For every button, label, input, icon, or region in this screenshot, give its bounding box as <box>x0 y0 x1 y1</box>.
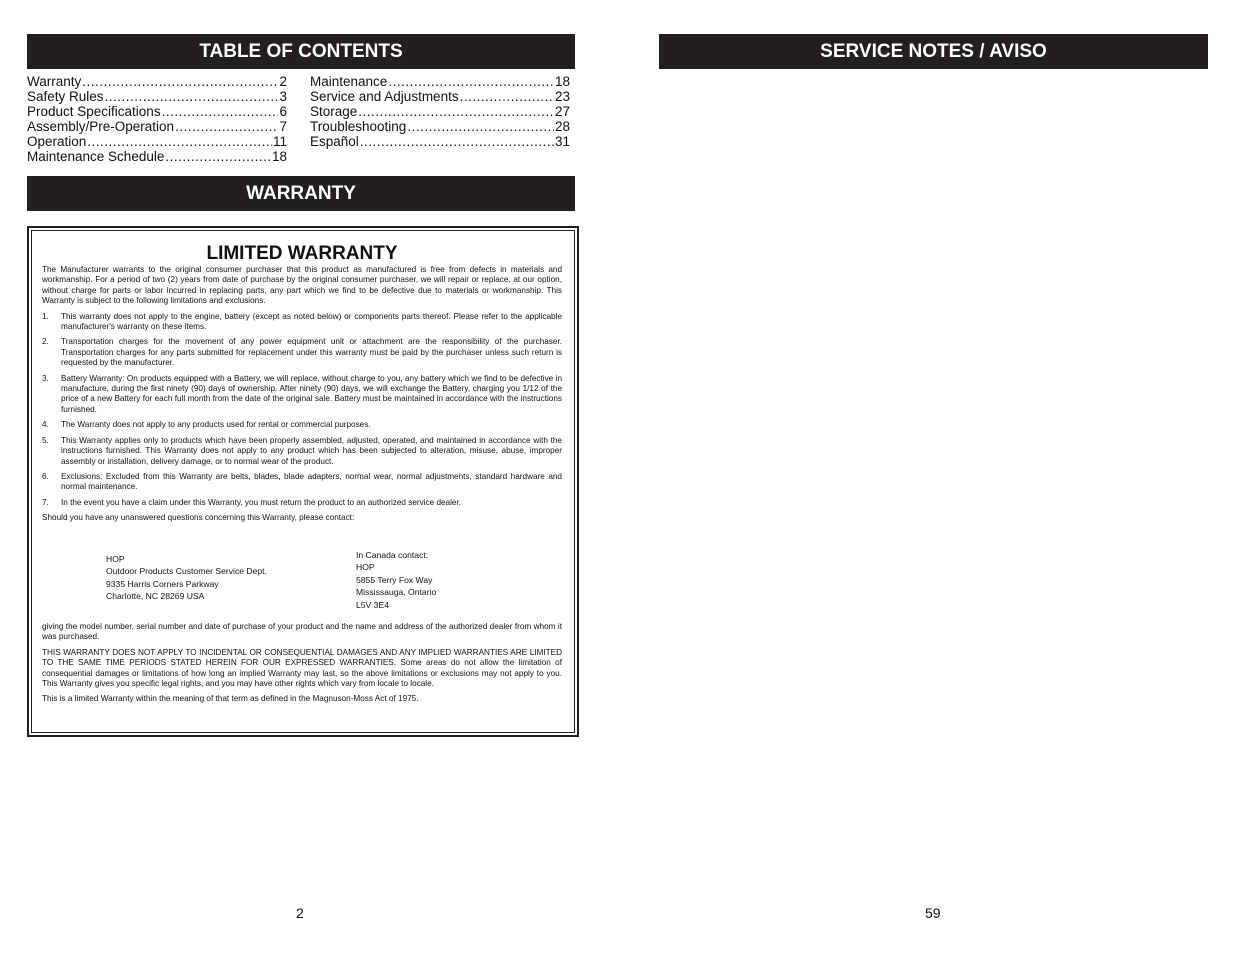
toc-entry[interactable]: Storage ..... 27 <box>310 104 570 119</box>
us-address: HOP Outdoor Products Customer Service Dept. 9335 Harris Corners Parkway Charlotte, NC 28269 USA <box>106 554 267 602</box>
warranty-footer-text <box>42 622 562 710</box>
toc-entry[interactable]: Maintenance ..... 18 <box>310 74 570 89</box>
warranty-item: 2. Transportation charges for the movement of any power equipment unit or attachment are the responsibility of the purchaser. Transportation charges for any parts submitted for replacement under this warranty must be paid by the purchaser unless such return is requested by the manufacturer. <box>42 337 562 368</box>
warranty-intro: The Manufacturer warrants to the original consumer purchaser that this product as manufactured is free from defects in materials and workmanship. For a period of two (2) years from date of purchase by the original consumer purchaser, we will repair or replace, at our option, without charge for parts or labor incurred in replacing parts, any part which we find to be defective due to materials or workmanship. This Warranty is subject to the following limitations and exclusions. <box>42 265 562 306</box>
canada-address: In Canada contact: HOP 5855 Terry Fox Way Mississauga, Ontario L5V 3E4 <box>356 550 437 610</box>
warranty-questions: Should you have any unanswered questions concerning this Warranty, please contact: <box>42 513 355 523</box>
warranty-giving: giving the model number, serial number and date of purchase of your product and the name and address of the authorized dealer from whom it was purchased. <box>42 622 562 642</box>
warranty-item: 3. Battery Warranty: On products equipped with a Battery, we will replace, without charge to you, any battery which we find to be defective in manufacture, during the first ninety (90) days of ownership. After ninety (90) days, we will exchange the Battery, charging you 1/12 of the price of a new Battery for each full month from the date of the original sale. Battery must be maintained in accordance with the instructions furnished. <box>42 373 562 414</box>
toc-entry[interactable]: Español ..... 31 <box>310 134 570 149</box>
toc-right-column <box>310 74 570 149</box>
toc-left-column <box>27 74 287 164</box>
toc-entry[interactable]: Maintenance Schedule ..... 18 <box>27 149 287 164</box>
page-number-right: 59 <box>925 905 941 921</box>
toc-entry[interactable]: Assembly/Pre-Operation ..... 7 <box>27 119 287 134</box>
limited-warranty-title: LIMITED WARRANTY <box>206 243 398 264</box>
warranty-header: WARRANTY <box>27 176 575 211</box>
warranty-body <box>42 243 562 529</box>
service-notes-header: SERVICE NOTES / AVISO <box>659 34 1208 69</box>
toc-entry[interactable]: Operation ..... 11 <box>27 134 287 149</box>
warranty-disclaimer: THIS WARRANTY DOES NOT APPLY TO INCIDENTAL OR CONSEQUENTIAL DAMAGES AND ANY IMPLIED WARRANTIES ARE LIMITED TO THE SAME TIME PERIODS STATED HEREIN FOR OUR EXPRESSED WARRANTIES. Some areas do not allow the limitation of consequential damages or limitations of how long an implied Warranty may last, so the above limitations or exclusions may not apply to you. This Warranty gives you specific legal rights, and you may have other rights which vary from locale to locale. <box>42 647 562 689</box>
warranty-item: 6. Exclusions: Excluded from this Warranty are belts, blades, blade adapters, normal wear, normal adjustments, standard hardware and normal maintenance. <box>42 471 562 492</box>
warranty-item: 1. This warranty does not apply to the engine, battery (except as noted below) or components parts thereof. Please refer to the applicable manufacturer's warranty on these items. <box>42 311 562 332</box>
page-number-left: 2 <box>296 905 304 921</box>
toc-entry[interactable]: Troubleshooting ..... 28 <box>310 119 570 134</box>
toc-header: TABLE OF CONTENTS <box>27 34 575 69</box>
warranty-item: 5. This Warranty applies only to products which have been properly assembled, adjusted, operated, and maintained in accordance with the instructions furnished. This Warranty does not apply to any product which has been subjected to alteration, misuse, abuse, improper assembly or installation, delivery damage, or to normal wear of the product. <box>42 435 562 466</box>
toc-entry[interactable]: Service and Adjustments ..... 23 <box>310 89 570 104</box>
toc-entry[interactable]: Warranty ..... 2 <box>27 74 287 89</box>
warranty-item: 4. The Warranty does not apply to any products used for rental or commercial purposes. <box>42 420 371 430</box>
warranty-magnuson: This is a limited Warranty within the meaning of that term as defined in the Magnuson-Moss Act of 1975. <box>42 694 419 704</box>
toc-entry[interactable]: Product Specifications ..... 6 <box>27 104 287 119</box>
toc-entry[interactable]: Safety Rules ..... 3 <box>27 89 287 104</box>
warranty-item: 7. In the event you have a claim under this Warranty, you must return the product to an authorized service dealer. <box>42 497 462 507</box>
